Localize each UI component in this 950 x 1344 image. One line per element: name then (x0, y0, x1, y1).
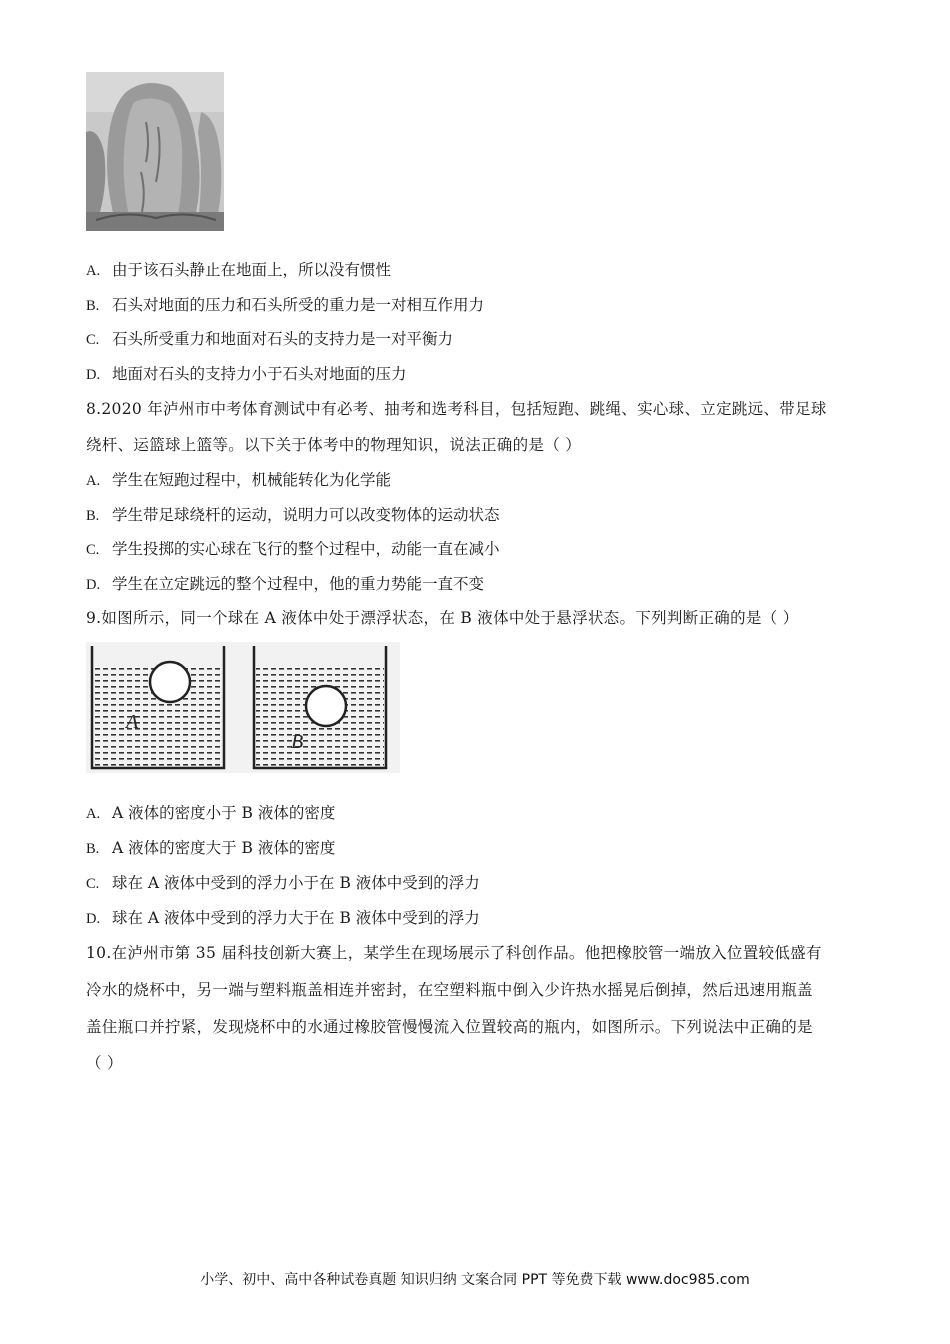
q7-option-d (86, 363, 407, 386)
option-text: 学生在短跑过程中，机械能转化为化学能 (112, 471, 392, 489)
option-text: 由于该石头静止在地面上，所以没有惯性 (112, 261, 392, 279)
q9-stem-line-1: 9.如图所示，同一个球在 A 液体中处于漂浮状态，在 B 液体中处于悬浮状态。下列判断正确的是（ ） (86, 609, 799, 627)
option-label: B. (86, 508, 100, 524)
option-text: 石头对地面的压力和石头所受的重力是一对相互作用力 (112, 296, 485, 314)
option-label: C. (86, 542, 100, 558)
option-label: B. (86, 298, 100, 314)
q8-option-b (86, 504, 500, 527)
option-label: B. (86, 841, 100, 857)
option-label: C. (86, 332, 100, 348)
option-label: D. (86, 577, 101, 593)
q9-option-b (86, 837, 335, 860)
option-text: 球在 A 液体中受到的浮力大于在 B 液体中受到的浮力 (112, 909, 480, 927)
page-footer: 小学、初中、高中各种试卷真题 知识归纳 文案合同 PPT 等免费下载 www.doc985.com (200, 1272, 750, 1288)
option-label: D. (86, 367, 101, 383)
option-label: A. (86, 806, 101, 822)
option-label: A. (86, 263, 101, 279)
option-label: A. (86, 473, 101, 489)
q10-stem-line-4: （ ） (86, 1054, 123, 1072)
q10-stem-line-1: 10.在泸州市第 35 届科技创新大赛上，某学生在现场展示了科创作品。他把橡胶管一端放入位置较低盛有 (86, 944, 822, 962)
option-label: D. (86, 911, 101, 927)
tank-a-label: A (126, 711, 139, 733)
rock-figure (86, 72, 224, 231)
q8-option-a (86, 469, 391, 492)
q9-option-c (86, 872, 480, 895)
tank-b-label: B (291, 731, 304, 753)
option-text: A 液体的密度大于 B 液体的密度 (112, 839, 336, 857)
option-text: 学生带足球绕杆的运动，说明力可以改变物体的运动状态 (112, 506, 500, 524)
option-text: 地面对石头的支持力小于石头对地面的压力 (112, 365, 407, 383)
q8-stem-line-2: 绕杆、运篮球上篮等。以下关于体考中的物理知识，说法正确的是（ ） (86, 436, 582, 454)
q10-stem-line-2: 冷水的烧杯中，另一端与塑料瓶盖相连并密封，在空塑料瓶中倒入少许热水摇晃后倒掉，然后迅速用瓶盖 (86, 981, 813, 999)
option-label: C. (86, 876, 100, 892)
option-text: 学生投掷的实心球在飞行的整个过程中，动能一直在减小 (112, 540, 500, 558)
q8-option-c (86, 538, 500, 561)
liquid-tanks-figure (86, 642, 400, 773)
q9-option-d (86, 907, 480, 930)
q7-option-a (86, 259, 391, 282)
q7-option-c (86, 328, 453, 351)
option-text: 石头所受重力和地面对石头的支持力是一对平衡力 (112, 330, 454, 348)
q9-option-a (86, 802, 335, 825)
q8-option-d (86, 573, 484, 596)
q8-stem-line-1: 8.2020 年泸州市中考体育测试中有必考、抽考和选考科目，包括短跑、跳绳、实心球、立定跳远、带足球 (86, 400, 827, 418)
option-text: A 液体的密度小于 B 液体的密度 (112, 804, 336, 822)
q7-option-b (86, 294, 484, 317)
q10-stem-line-3: 盖住瓶口并拧紧，发现烧杯中的水通过橡胶管慢慢流入位置较高的瓶内，如图所示。下列说法中正确的是 (86, 1018, 813, 1036)
option-text: 学生在立定跳远的整个过程中，他的重力势能一直不变 (112, 575, 485, 593)
option-text: 球在 A 液体中受到的浮力小于在 B 液体中受到的浮力 (112, 874, 480, 892)
